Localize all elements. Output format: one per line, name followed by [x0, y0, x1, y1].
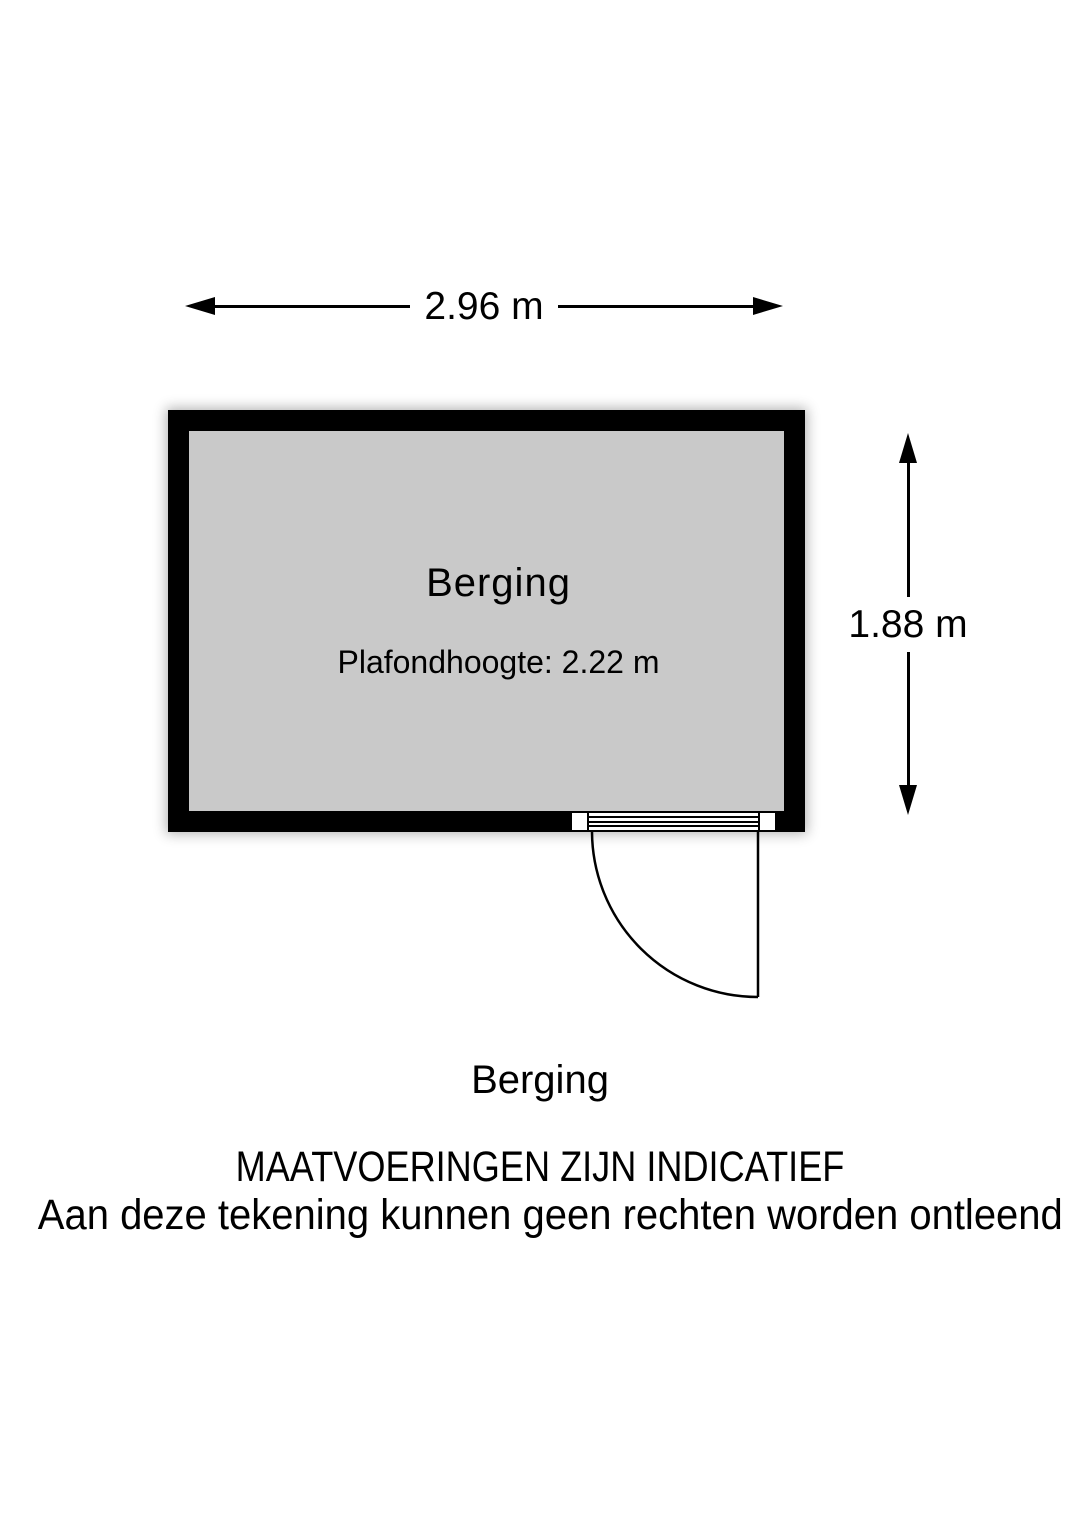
door-swing: [570, 832, 790, 1008]
dimension-line: [907, 652, 910, 786]
dimension-line: [907, 463, 910, 597]
arrow-up-icon: [899, 433, 917, 463]
disclaimer-line-2: Aan deze tekening kunnen geen rechten worden ontleend: [37, 1191, 1063, 1239]
door-threshold: [589, 811, 758, 832]
door-swing-arc: [592, 832, 758, 997]
room-floor: [189, 431, 784, 811]
plan-caption: Berging: [471, 1058, 609, 1102]
door-jamb-right: [758, 811, 777, 832]
arrow-left-icon: [185, 297, 215, 315]
arrow-down-icon: [899, 785, 917, 815]
threshold-line: [589, 821, 758, 823]
threshold-line: [589, 811, 758, 813]
threshold-line: [589, 816, 758, 818]
width-dimension-label: 2.96 m: [424, 284, 544, 328]
door-opening: [570, 811, 777, 832]
arrow-right-icon: [753, 297, 783, 315]
disclaimer-line-1: MAATVOERINGEN ZIJN INDICATIEF: [235, 1143, 845, 1191]
dimension-line: [558, 305, 753, 308]
dimension-line: [215, 305, 410, 308]
threshold-line: [589, 825, 758, 827]
ceiling-height-label: Plafondhoogte: 2.22 m: [337, 644, 660, 680]
room-name-label: Berging: [426, 561, 571, 605]
height-dimension-label: 1.88 m: [848, 602, 968, 646]
height-dimension: [848, 433, 968, 815]
width-dimension: [185, 284, 783, 328]
room-berging: [168, 410, 805, 832]
door-jamb-left: [570, 811, 589, 832]
